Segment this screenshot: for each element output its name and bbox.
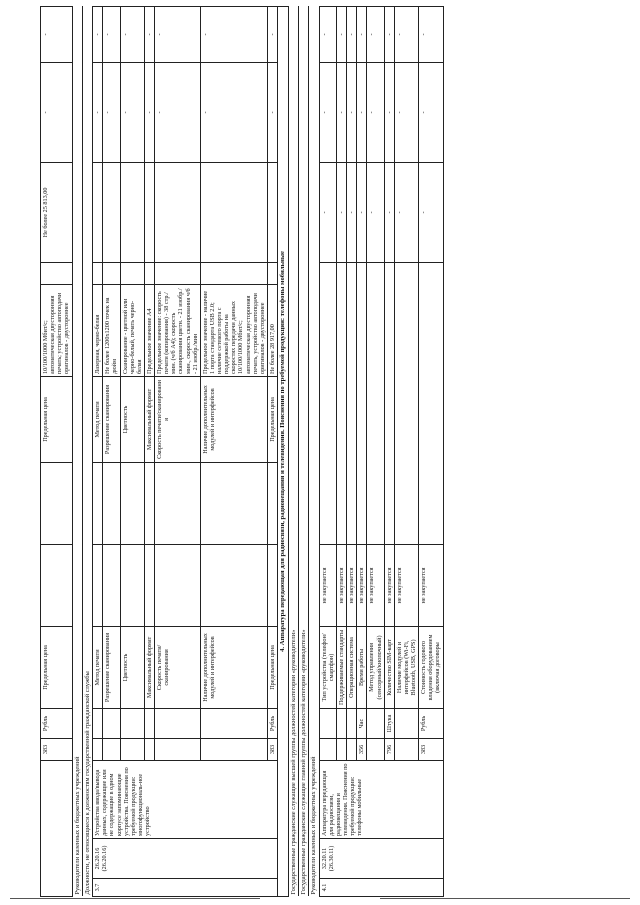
param-value: Лазерная, черно-белая (93, 284, 103, 376)
dash-cell: - (347, 6, 357, 62)
item-code: 32.20.11 (26.30.11) (319, 839, 443, 879)
scan-edge-line (380, 898, 630, 899)
param-value: не закупается (384, 544, 394, 626)
dash-cell: - (267, 6, 277, 62)
param-value: не закупается (357, 544, 367, 626)
dash-cell: - (394, 6, 418, 62)
unit-name (347, 708, 357, 738)
dash-cell: - (357, 162, 367, 262)
param-name: Поддерживаемые стандарты (337, 626, 347, 708)
item-code: 26.20.16 (26.20.16) (93, 839, 278, 879)
unit-name: Рубль (41, 708, 73, 738)
okei-code (394, 738, 418, 760)
param-value: не закупается (337, 544, 347, 626)
unit-name (367, 708, 384, 738)
param-name: Скорость печати/сканирования (155, 626, 201, 708)
param-value: не закупается (347, 544, 357, 626)
param-name: Операционная система (347, 626, 357, 708)
dash-cell: - (419, 62, 443, 162)
unit-name (319, 708, 336, 738)
unit-name: Штука (384, 708, 394, 738)
section-heading: Руководители казенных и бюджетных учреждений (309, 6, 319, 896)
okei-code: 383 (419, 738, 443, 760)
param-name: Время работы (357, 626, 367, 708)
section-heading: Государственные гражданские служащие высшей группы должностей категории «руководители» (288, 6, 298, 896)
okei-code (319, 738, 336, 760)
dash-cell: - (367, 62, 384, 162)
dash-cell: - (337, 6, 347, 62)
dash-cell: - (93, 6, 103, 62)
dash-cell: - (347, 162, 357, 262)
dash-cell: - (394, 162, 418, 262)
param-name: Цветность (120, 626, 144, 708)
item-number: 4.1 (319, 879, 443, 897)
dash-cell: - (103, 62, 120, 162)
param-value: не закупается (319, 544, 336, 626)
param-value: не закупается (394, 544, 418, 626)
param-name: Предельная цена (267, 376, 277, 462)
param-name: Максимальный формат (144, 626, 154, 708)
param-name: Скорость печати/сканировани я (155, 376, 201, 462)
dash-cell: - (144, 6, 154, 62)
section-row (288, 6, 298, 896)
param-name: Максимальный формат (144, 376, 154, 462)
param-name: Метод печати (93, 626, 103, 708)
param-value: Сканирование - цветной или черно-белый, печать черно-белая (120, 284, 144, 376)
okei-code: 356 (357, 738, 367, 760)
dash-cell: - (337, 162, 347, 262)
dash-cell: - (93, 62, 103, 162)
section-heading: Государственные гражданские служащие главной группы должностей категории «руководители» (299, 6, 309, 896)
section-title: 4. Аппаратура передающая для радиосвязи, радиовещания и телевидения. Пояснения по требуемой продукции: телефоны мобильные (278, 6, 289, 896)
param-name: Предельная цена (267, 626, 277, 708)
rotated-document-page (40, 7, 600, 897)
section-row (278, 6, 289, 896)
scan-edge-line (10, 898, 260, 899)
section-heading: Руководители казенных и бюджетных учреждений (72, 6, 82, 896)
okei-code: 383 (41, 738, 73, 760)
param-name: Наличие модулей и интерфейсов (Wi-Fi, Bluetooth, USB, GPS) (394, 626, 418, 708)
param-name: Разрешение сканирования (103, 376, 120, 462)
unit-name: Час (357, 708, 367, 738)
okei-code: 796 (384, 738, 394, 760)
section-row (82, 6, 92, 896)
table-row (93, 6, 103, 896)
param-name: Метод управления (сенсорный/кнопочный) (367, 626, 384, 708)
unit-name (337, 708, 347, 738)
item-name: Устройства ввода/вывода данных, содержащие или не содержащие в одном корпусе запоминающие устройства. Пояснения по требуемой продукции: многофункциональ-ное устройство (93, 760, 278, 838)
dash-cell: - (347, 62, 357, 162)
unit-name: Рубль (267, 708, 277, 738)
dash-cell: - (200, 62, 267, 162)
dash-cell: - (120, 62, 144, 162)
param-value: Предельное значение: скорость печати (копирования) - 38 стр./мин. (ч/б А4); скорость сканирования цветн. - 21 изобр./мин., скорость сканирования ч/б - 21 изобр./мин (155, 284, 201, 376)
table-row (319, 6, 336, 896)
param-name: Количество SIM-карт (384, 626, 394, 708)
price-value: Не более 25 813,00 (41, 162, 73, 262)
dash-cell: - (319, 162, 336, 262)
param-name: Метод печати (93, 376, 103, 462)
param-value: 10/100/1000 Мбит/с; автоматическая двусторонняя печать; устройство автоподачи оригиналов - двустороннее (41, 284, 73, 376)
requirements-table (40, 6, 444, 897)
unit-name: Рубль (419, 708, 443, 738)
param-name: Тип устройства (телефон/смартфон) (319, 626, 336, 708)
param-value: не закупается (367, 544, 384, 626)
dash-cell: - (155, 62, 201, 162)
dash-cell: - (394, 62, 418, 162)
dash-cell: - (384, 6, 394, 62)
item-name: Аппаратура передающая для радиосвязи, радиовещания и телевидения. Пояснения по требуемой продукции: телефоны мобильные (319, 760, 443, 838)
param-value: Предельное значение - наличие 1 порта стандарта USB 2.0; наличие сетевого порта с поддержкой работы на скоростях передачи данных 10/100/1000 Мбит/с; автоматическая двусторонняя печать, устройство автоподачи оригиналов - двустороннее (200, 284, 267, 376)
param-name: Наличие дополнительных модулей и интерфейсов (200, 626, 267, 708)
okei-code: 383 (267, 738, 277, 760)
dash-cell: - (200, 6, 267, 62)
dash-cell: - (357, 6, 367, 62)
param-value: Предельное значение А4 (144, 284, 154, 376)
dash-cell: - (337, 62, 347, 162)
dash-cell: - (103, 6, 120, 62)
dash-cell: - (419, 162, 443, 262)
item-number: 3.7 (93, 879, 278, 897)
dash-cell: - (384, 62, 394, 162)
unit-name (394, 708, 418, 738)
dash-cell: - (384, 162, 394, 262)
price-value: Не более 28 917,00 (267, 284, 277, 376)
param-value: не закупается (419, 544, 443, 626)
dash-cell: - (41, 6, 73, 62)
dash-cell: - (319, 6, 336, 62)
dash-cell: - (367, 6, 384, 62)
param-name: Наличие дополнительных модулей и интерфейсов (200, 376, 267, 462)
param-value: Не более 1200х1200 точек на дюйм (103, 284, 120, 376)
okei-code (367, 738, 384, 760)
param-name: Предельная цена (41, 376, 73, 462)
param-name: Предельная цена (41, 626, 73, 708)
param-name: Разрешение сканирования (103, 626, 120, 708)
param-name: Цветность (120, 376, 144, 462)
dash-cell: - (155, 6, 201, 62)
param-name: Стоимость годового владения оборудованием (включая договоры (419, 626, 443, 708)
section-heading: Должности, не относящиеся к должностям государственной гражданской службы (82, 6, 92, 896)
dash-cell: - (267, 62, 277, 162)
section-row (309, 6, 319, 896)
dash-cell: - (367, 162, 384, 262)
dash-cell: - (41, 62, 73, 162)
dash-cell: - (144, 62, 154, 162)
okei-code (337, 738, 347, 760)
dash-cell: - (419, 6, 443, 62)
section-row (72, 6, 82, 896)
dash-cell: - (120, 6, 144, 62)
okei-code (347, 738, 357, 760)
section-row (299, 6, 309, 896)
dash-cell: - (319, 62, 336, 162)
dash-cell: - (357, 62, 367, 162)
table-row (41, 6, 73, 896)
